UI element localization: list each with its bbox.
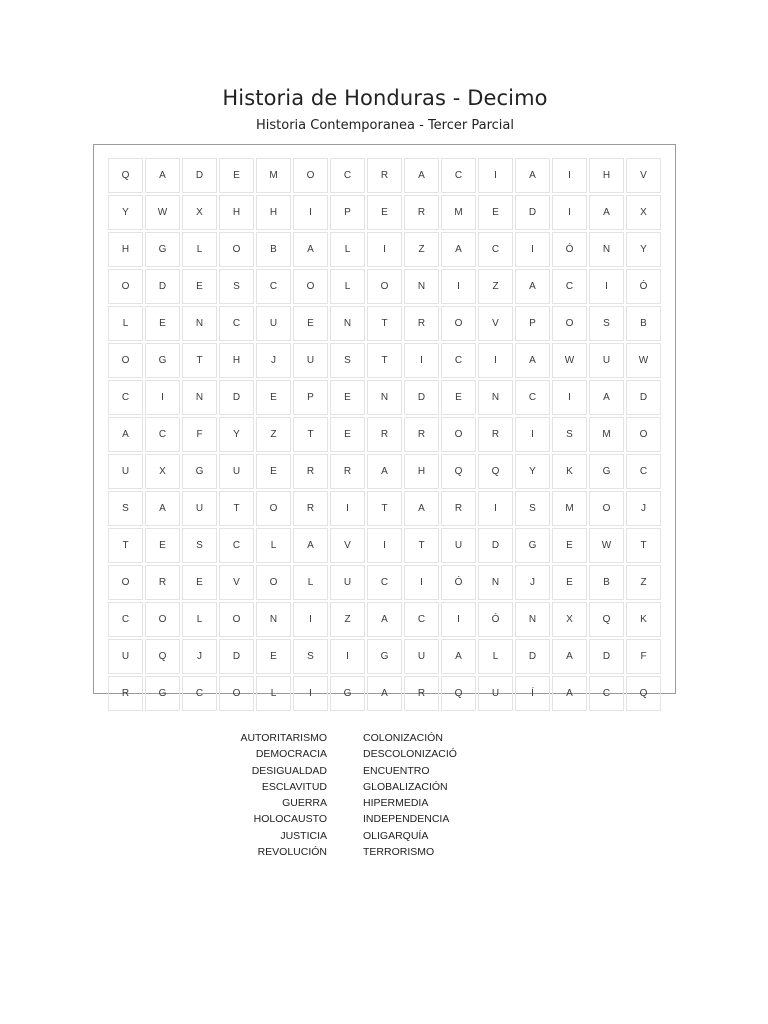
grid-cell: A (589, 380, 624, 415)
grid-cell: E (330, 380, 365, 415)
grid-cell: E (182, 269, 217, 304)
grid-cell: T (182, 343, 217, 378)
grid-cell: D (626, 380, 661, 415)
grid-cell: R (367, 158, 402, 193)
page-subtitle: Historia Contemporanea - Tercer Parcial (255, 118, 514, 133)
grid-cell: A (589, 195, 624, 230)
grid-cell: P (330, 195, 365, 230)
grid-cell: C (219, 528, 254, 563)
grid-cell: T (367, 343, 402, 378)
grid-cell: D (515, 195, 550, 230)
grid-cell: N (404, 269, 439, 304)
grid-cell: X (182, 195, 217, 230)
grid-cell: N (256, 602, 291, 637)
grid-cell: B (589, 565, 624, 600)
grid-cell: W (145, 195, 180, 230)
grid-cell: X (552, 602, 587, 637)
grid-cell: N (515, 602, 550, 637)
grid-cell: Q (441, 676, 476, 711)
grid-cell: L (478, 639, 513, 674)
grid-cell: Z (626, 565, 661, 600)
grid-cell: A (515, 269, 550, 304)
grid-cell: I (552, 380, 587, 415)
grid-cell: S (293, 639, 328, 674)
grid-cell: A (404, 491, 439, 526)
grid-cell: O (256, 565, 291, 600)
grid-cell: S (330, 343, 365, 378)
grid-cell: Z (330, 602, 365, 637)
grid-cell: G (589, 454, 624, 489)
grid-cell: A (145, 491, 180, 526)
grid-cell: G (145, 676, 180, 711)
grid-cell: K (552, 454, 587, 489)
grid-cell: A (515, 343, 550, 378)
grid-cell: G (145, 232, 180, 267)
grid-cell: O (441, 306, 476, 341)
word-list-item: OLIGARQUÍA (363, 829, 429, 842)
grid-cell: H (404, 454, 439, 489)
grid-cell: U (478, 676, 513, 711)
grid-cell: I (404, 343, 439, 378)
word-list-item: DESCOLONIZACIÓ (363, 748, 457, 761)
grid-cell: N (330, 306, 365, 341)
grid-cell: I (441, 269, 476, 304)
letter-grid (108, 158, 661, 711)
grid-cell: C (182, 676, 217, 711)
word-list-item: AUTORITARISMO (240, 732, 327, 744)
grid-cell: O (108, 565, 143, 600)
grid-cell: Q (626, 676, 661, 711)
grid-cell: V (219, 565, 254, 600)
grid-cell: U (256, 306, 291, 341)
grid-cell: B (626, 306, 661, 341)
grid-cell: A (515, 158, 550, 193)
grid-cell: D (219, 639, 254, 674)
grid-cell: I (293, 195, 328, 230)
grid-cell: R (367, 417, 402, 452)
grid-cell: D (404, 380, 439, 415)
grid-cell: Y (219, 417, 254, 452)
page-title: Historia de Honduras - Decimo (222, 86, 548, 110)
grid-cell: M (552, 491, 587, 526)
grid-cell: A (441, 232, 476, 267)
grid-cell: L (182, 602, 217, 637)
grid-cell: U (108, 454, 143, 489)
grid-cell: U (404, 639, 439, 674)
word-list-item: GUERRA (282, 797, 327, 810)
word-list-item: GLOBALIZACIÓN (363, 780, 448, 793)
grid-cell: Q (441, 454, 476, 489)
grid-cell: A (441, 639, 476, 674)
grid-cell: H (108, 232, 143, 267)
grid-cell: D (182, 158, 217, 193)
grid-cell: Ó (478, 602, 513, 637)
grid-cell: Q (108, 158, 143, 193)
grid-cell: M (256, 158, 291, 193)
grid-cell: S (552, 417, 587, 452)
grid-cell: H (256, 195, 291, 230)
grid-cell: E (441, 380, 476, 415)
grid-cell: C (404, 602, 439, 637)
grid-cell: V (626, 158, 661, 193)
grid-cell: R (293, 454, 328, 489)
grid-cell: O (108, 269, 143, 304)
word-list-item: ENCUENTRO (363, 764, 430, 777)
grid-cell: C (552, 269, 587, 304)
grid-cell: R (293, 491, 328, 526)
word-list-item: INDEPENDENCIA (363, 813, 450, 826)
grid-cell: I (404, 565, 439, 600)
word-list-item: REVOLUCIÓN (257, 846, 327, 859)
grid-cell: O (145, 602, 180, 637)
grid-cell: K (626, 602, 661, 637)
grid-cell: N (589, 232, 624, 267)
grid-cell: D (219, 380, 254, 415)
grid-cell: S (219, 269, 254, 304)
grid-cell: Y (626, 232, 661, 267)
grid-cell: A (367, 602, 402, 637)
grid-cell: C (256, 269, 291, 304)
grid-cell: I (478, 158, 513, 193)
grid-cell: Z (404, 232, 439, 267)
grid-cell: I (589, 269, 624, 304)
grid-cell: I (552, 195, 587, 230)
grid-cell: C (367, 565, 402, 600)
grid-cell: L (256, 676, 291, 711)
grid-cell: H (219, 195, 254, 230)
grid-cell: I (330, 491, 365, 526)
grid-cell: O (589, 491, 624, 526)
grid-cell: N (182, 380, 217, 415)
grid-cell: T (293, 417, 328, 452)
grid-cell: H (589, 158, 624, 193)
grid-cell: O (219, 232, 254, 267)
grid-cell: I (367, 528, 402, 563)
grid-cell: I (478, 491, 513, 526)
grid-cell: Z (478, 269, 513, 304)
grid-cell: C (478, 232, 513, 267)
grid-cell: J (515, 565, 550, 600)
grid-cell: P (515, 306, 550, 341)
grid-cell: E (256, 639, 291, 674)
grid-cell: E (256, 454, 291, 489)
grid-cell: E (145, 528, 180, 563)
grid-cell: W (589, 528, 624, 563)
grid-cell: E (182, 565, 217, 600)
grid-cell: F (626, 639, 661, 674)
grid-cell: A (108, 417, 143, 452)
grid-cell: I (552, 158, 587, 193)
grid-cell: O (108, 343, 143, 378)
grid-cell: I (367, 232, 402, 267)
word-list-item: DESIGUALDAD (251, 764, 327, 777)
grid-cell: C (108, 602, 143, 637)
grid-cell: W (552, 343, 587, 378)
grid-cell: G (367, 639, 402, 674)
grid-cell: Q (478, 454, 513, 489)
grid-cell: S (182, 528, 217, 563)
grid-cell: J (182, 639, 217, 674)
grid-cell: O (367, 269, 402, 304)
grid-cell: U (441, 528, 476, 563)
grid-cell: G (515, 528, 550, 563)
grid-cell: A (552, 676, 587, 711)
grid-cell: U (108, 639, 143, 674)
grid-cell: T (626, 528, 661, 563)
grid-cell: E (219, 158, 254, 193)
grid-cell: T (219, 491, 254, 526)
grid-cell: C (145, 417, 180, 452)
grid-cell: O (219, 602, 254, 637)
grid-cell: O (441, 417, 476, 452)
word-list-right-column (363, 730, 457, 860)
grid-cell: Ó (626, 269, 661, 304)
grid-cell: L (330, 269, 365, 304)
grid-cell: I (515, 417, 550, 452)
grid-cell: A (293, 232, 328, 267)
grid-cell: R (330, 454, 365, 489)
grid-cell: A (293, 528, 328, 563)
grid-cell: H (219, 343, 254, 378)
grid-cell: C (441, 343, 476, 378)
grid-cell: S (515, 491, 550, 526)
grid-cell: I (515, 232, 550, 267)
grid-cell: U (330, 565, 365, 600)
grid-cell: C (515, 380, 550, 415)
grid-cell: Ó (441, 565, 476, 600)
grid-cell: N (182, 306, 217, 341)
grid-cell: D (515, 639, 550, 674)
grid-cell: J (256, 343, 291, 378)
grid-cell: Ó (552, 232, 587, 267)
grid-cell: O (256, 491, 291, 526)
grid-cell: Z (256, 417, 291, 452)
word-list-item: COLONIZACIÓN (363, 732, 443, 744)
grid-cell: L (108, 306, 143, 341)
grid-cell: D (478, 528, 513, 563)
grid-cell: I (330, 639, 365, 674)
grid-cell: E (330, 417, 365, 452)
grid-cell: Í (515, 676, 550, 711)
grid-cell: O (626, 417, 661, 452)
grid-cell: A (367, 454, 402, 489)
grid-cell: E (256, 380, 291, 415)
word-list-item: ESCLAVITUD (261, 780, 327, 793)
grid-cell: E (552, 528, 587, 563)
grid-cell: M (441, 195, 476, 230)
grid-cell: Q (145, 639, 180, 674)
grid-cell: R (108, 676, 143, 711)
grid-cell: Y (515, 454, 550, 489)
grid-cell: O (552, 306, 587, 341)
grid-cell: E (293, 306, 328, 341)
grid-cell: E (552, 565, 587, 600)
grid-cell: B (256, 232, 291, 267)
grid-cell: F (182, 417, 217, 452)
grid-cell: C (589, 676, 624, 711)
grid-cell: U (182, 491, 217, 526)
word-list-item: HIPERMEDIA (363, 797, 429, 810)
grid-cell: L (293, 565, 328, 600)
grid-cell: R (404, 306, 439, 341)
grid-cell: D (589, 639, 624, 674)
grid-cell: O (219, 676, 254, 711)
grid-cell: L (330, 232, 365, 267)
word-list-item: JUSTICIA (280, 829, 327, 842)
grid-cell: C (219, 306, 254, 341)
grid-cell: R (404, 195, 439, 230)
grid-cell: N (478, 380, 513, 415)
grid-cell: X (145, 454, 180, 489)
grid-cell: A (404, 158, 439, 193)
grid-cell: G (330, 676, 365, 711)
grid-cell: E (145, 306, 180, 341)
grid-cell: R (441, 491, 476, 526)
grid-cell: T (404, 528, 439, 563)
grid-cell: C (626, 454, 661, 489)
grid-cell: Q (589, 602, 624, 637)
grid-cell: V (478, 306, 513, 341)
grid-cell: G (182, 454, 217, 489)
grid-cell: D (145, 269, 180, 304)
grid-cell: S (108, 491, 143, 526)
grid-cell: G (145, 343, 180, 378)
grid-cell: C (441, 158, 476, 193)
grid-cell: O (293, 269, 328, 304)
grid-cell: W (626, 343, 661, 378)
grid-cell: E (367, 195, 402, 230)
grid-cell: R (404, 417, 439, 452)
grid-cell: S (589, 306, 624, 341)
word-list-left-column (240, 730, 327, 860)
grid-cell: X (626, 195, 661, 230)
grid-cell: R (145, 565, 180, 600)
grid-cell: T (108, 528, 143, 563)
grid-cell: N (478, 565, 513, 600)
grid-cell: C (330, 158, 365, 193)
grid-cell: T (367, 491, 402, 526)
grid-cell: I (145, 380, 180, 415)
grid-cell: L (256, 528, 291, 563)
grid-cell: A (552, 639, 587, 674)
grid-cell: N (367, 380, 402, 415)
grid-cell: E (478, 195, 513, 230)
grid-cell: A (145, 158, 180, 193)
grid-cell: R (404, 676, 439, 711)
grid-cell: U (589, 343, 624, 378)
grid-cell: P (293, 380, 328, 415)
grid-cell: C (108, 380, 143, 415)
grid-cell: I (441, 602, 476, 637)
grid-cell: I (478, 343, 513, 378)
grid-cell: M (589, 417, 624, 452)
grid-cell: J (626, 491, 661, 526)
grid-cell: R (478, 417, 513, 452)
grid-cell: T (367, 306, 402, 341)
grid-cell: V (330, 528, 365, 563)
grid-cell: L (182, 232, 217, 267)
grid-cell: U (293, 343, 328, 378)
grid-cell: I (293, 602, 328, 637)
grid-cell: Y (108, 195, 143, 230)
grid-cell: O (293, 158, 328, 193)
grid-cell: I (293, 676, 328, 711)
grid-cell: U (219, 454, 254, 489)
grid-cell: A (367, 676, 402, 711)
word-list-item: HOLOCAUSTO (253, 813, 327, 826)
word-list-item: DEMOCRACIA (255, 748, 327, 761)
word-list-item: TERRORISMO (363, 846, 435, 859)
